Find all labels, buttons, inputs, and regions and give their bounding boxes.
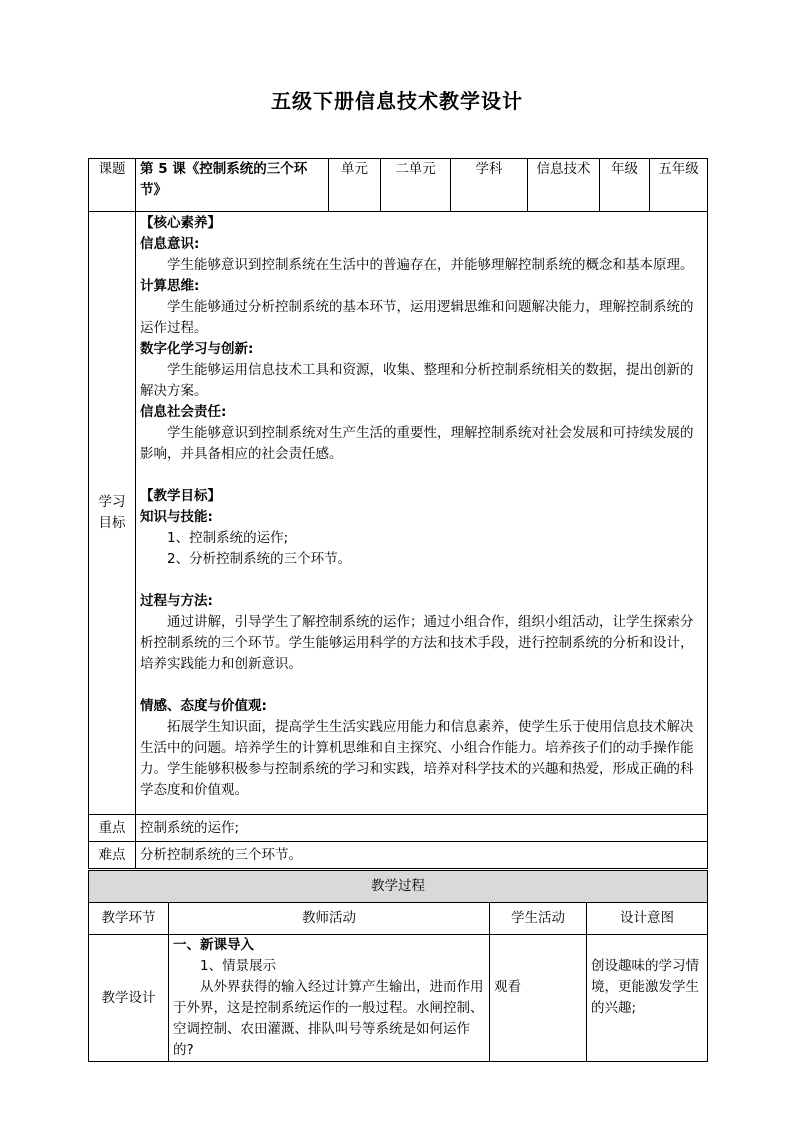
key-point-value: 控制系统的运作; (136, 815, 708, 842)
intent-cell: 创设趣味的学习情境，更能激发学生的兴趣; (587, 935, 708, 1062)
goals-row (89, 212, 708, 815)
header-student: 学生活动 (490, 903, 587, 935)
header-stage: 教学环节 (89, 903, 169, 935)
teacher-sub: 1、情景展示 (200, 958, 277, 974)
info-row (89, 159, 708, 212)
difficulty-row (89, 842, 708, 869)
process-heading: 教学过程 (89, 871, 708, 903)
teacher-heading: 一、新课导入 (173, 937, 254, 953)
grade-value: 五年级 (650, 159, 708, 212)
core-text-4: 学生能够意识到控制系统对生产生活的重要性，理解控制系统对社会发展和可持续发展的影响，并具备相应的社会责任感。 (140, 425, 694, 462)
core-title-1: 信息意识: (140, 236, 200, 252)
core-title-4: 信息社会责任: (140, 404, 227, 420)
attitude-title: 情感、态度与价值观: (140, 698, 267, 714)
unit-label: 单元 (329, 159, 381, 212)
process-row (89, 935, 708, 1062)
attitude-text: 拓展学生知识面，提高学生生活实践应用能力和信息素养，使学生乐于使用信息技术解决生活中的问题。培养学生的计算机思维和自主探究、小组合作能力。培养孩子们的动手操作能力。学生能够积极参与控制系统的学习和实践，培养对科学技术的兴趣和热爱，形成正确的科学态度和价值观。 (140, 719, 694, 798)
lesson-table (88, 158, 708, 869)
knowledge-item-2: 2、分析控制系统的三个环节。 (167, 551, 352, 567)
knowledge-title: 知识与技能: (140, 509, 213, 525)
core-text-1: 学生能够意识到控制系统在生活中的普遍存在，并能够理解控制系统的概念和基本原理。 (167, 257, 694, 273)
teacher-cell (169, 935, 490, 1062)
stage-cell: 教学设计 (89, 935, 169, 1062)
core-heading: 【核心素养】 (140, 215, 221, 231)
process-title: 过程与方法: (140, 593, 213, 609)
process-table (88, 870, 708, 1062)
header-intent: 设计意图 (587, 903, 708, 935)
process-header-row (89, 903, 708, 935)
core-title-3: 数字化学习与创新: (140, 341, 254, 357)
lesson-value: 第 5 课《控制系统的三个环节》 (136, 159, 329, 212)
subject-label: 学科 (451, 159, 528, 212)
difficulty-label: 难点 (89, 842, 136, 869)
process-text: 通过讲解，引导学生了解控制系统的运作；通过小组合作，组织小组活动，让学生探索分析控制系统的三个环节。学生能够运用科学的方法和技术手段，进行控制系统的分析和设计，培养实践能力和创新意识。 (140, 614, 694, 672)
process-heading-row (89, 871, 708, 903)
subject-value: 信息技术 (528, 159, 600, 212)
knowledge-item-1: 1、控制系统的运作; (167, 530, 289, 546)
grade-label: 年级 (600, 159, 650, 212)
student-cell: 观看 (490, 935, 587, 1062)
key-point-row (89, 815, 708, 842)
goals-content (136, 212, 708, 815)
key-point-label: 重点 (89, 815, 136, 842)
unit-value: 二单元 (381, 159, 451, 212)
difficulty-value: 分析控制系统的三个环节。 (136, 842, 708, 869)
goals-label: 学习目标 (89, 212, 136, 815)
header-teacher: 教师活动 (169, 903, 490, 935)
core-text-2: 学生能够通过分析控制系统的基本环节，运用逻辑思维和问题解决能力，理解控制系统的运作过程。 (140, 299, 694, 336)
lesson-label: 课题 (89, 159, 136, 212)
core-text-3: 学生能够运用信息技术工具和资源，收集、整理和分析控制系统相关的数据，提出创新的解决方案。 (140, 362, 694, 399)
core-title-2: 计算思维: (140, 278, 200, 294)
teacher-text: 从外界获得的输入经过计算产生输出，进而作用于外界，这是控制系统运作的一般过程。水闸控制、空调控制、农田灌溉、排队叫号等系统是如何运作的? (173, 979, 484, 1058)
document-title: 五级下册信息技术教学设计 (271, 89, 523, 113)
objectives-heading: 【教学目标】 (140, 488, 221, 504)
